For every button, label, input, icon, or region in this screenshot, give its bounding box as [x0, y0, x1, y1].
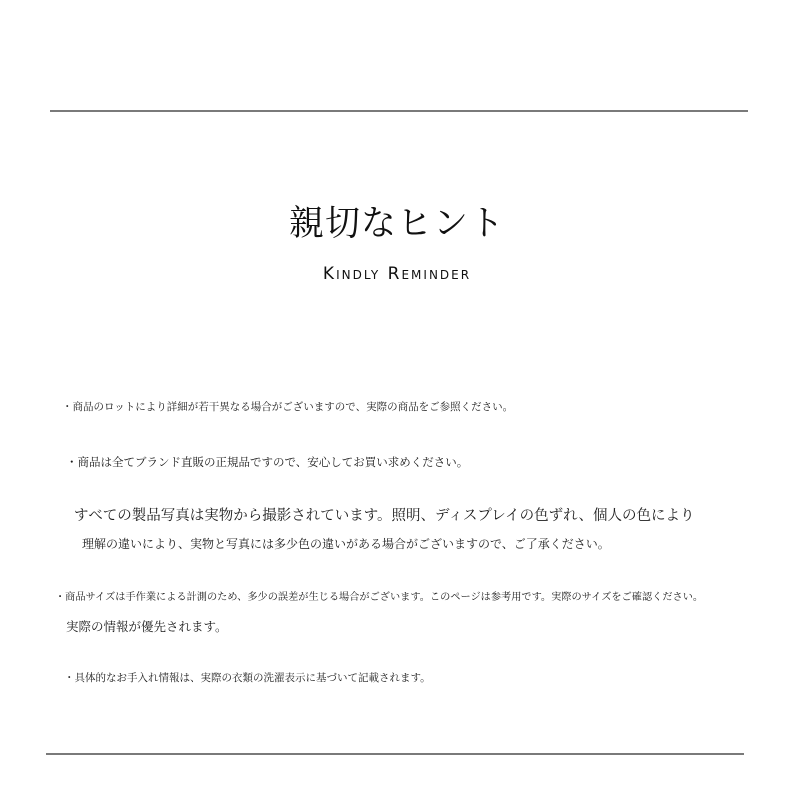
note-photo-color-line2: 理解の違いにより、実物と写真には多少色の違いがある場合がございますので、ご了承ください。: [82, 537, 610, 551]
top-divider: [50, 110, 748, 112]
note-care-instructions: ・具体的なお手入れ情報は、実際の衣類の洗濯表示に基づいて記載されます。: [64, 672, 431, 684]
page-subtitle: Kindly Reminder: [322, 264, 472, 284]
page-title: 親切なヒント: [288, 204, 505, 244]
note-size-measurement-line2: 実際の情報が優先されます。: [66, 619, 228, 634]
note-lot-variation: ・商品のロットにより詳細が若干異なる場合がございますので、実際の商品をご参照ください。: [62, 401, 514, 413]
note-authentic-products: ・商品は全てブランド直販の正規品ですので、安心してお買い求めください。: [66, 455, 469, 469]
note-photo-color-line1: すべての製品写真は実物から撮影されています。照明、ディスプレイの色ずれ、個人の色により: [74, 508, 695, 524]
bottom-divider: [46, 753, 744, 755]
note-size-measurement-line1: ・商品サイズは手作業による計測のため、多少の誤差が生じる場合がございます。このページは参考用です。実際のサイズをご確認ください。: [55, 592, 704, 603]
